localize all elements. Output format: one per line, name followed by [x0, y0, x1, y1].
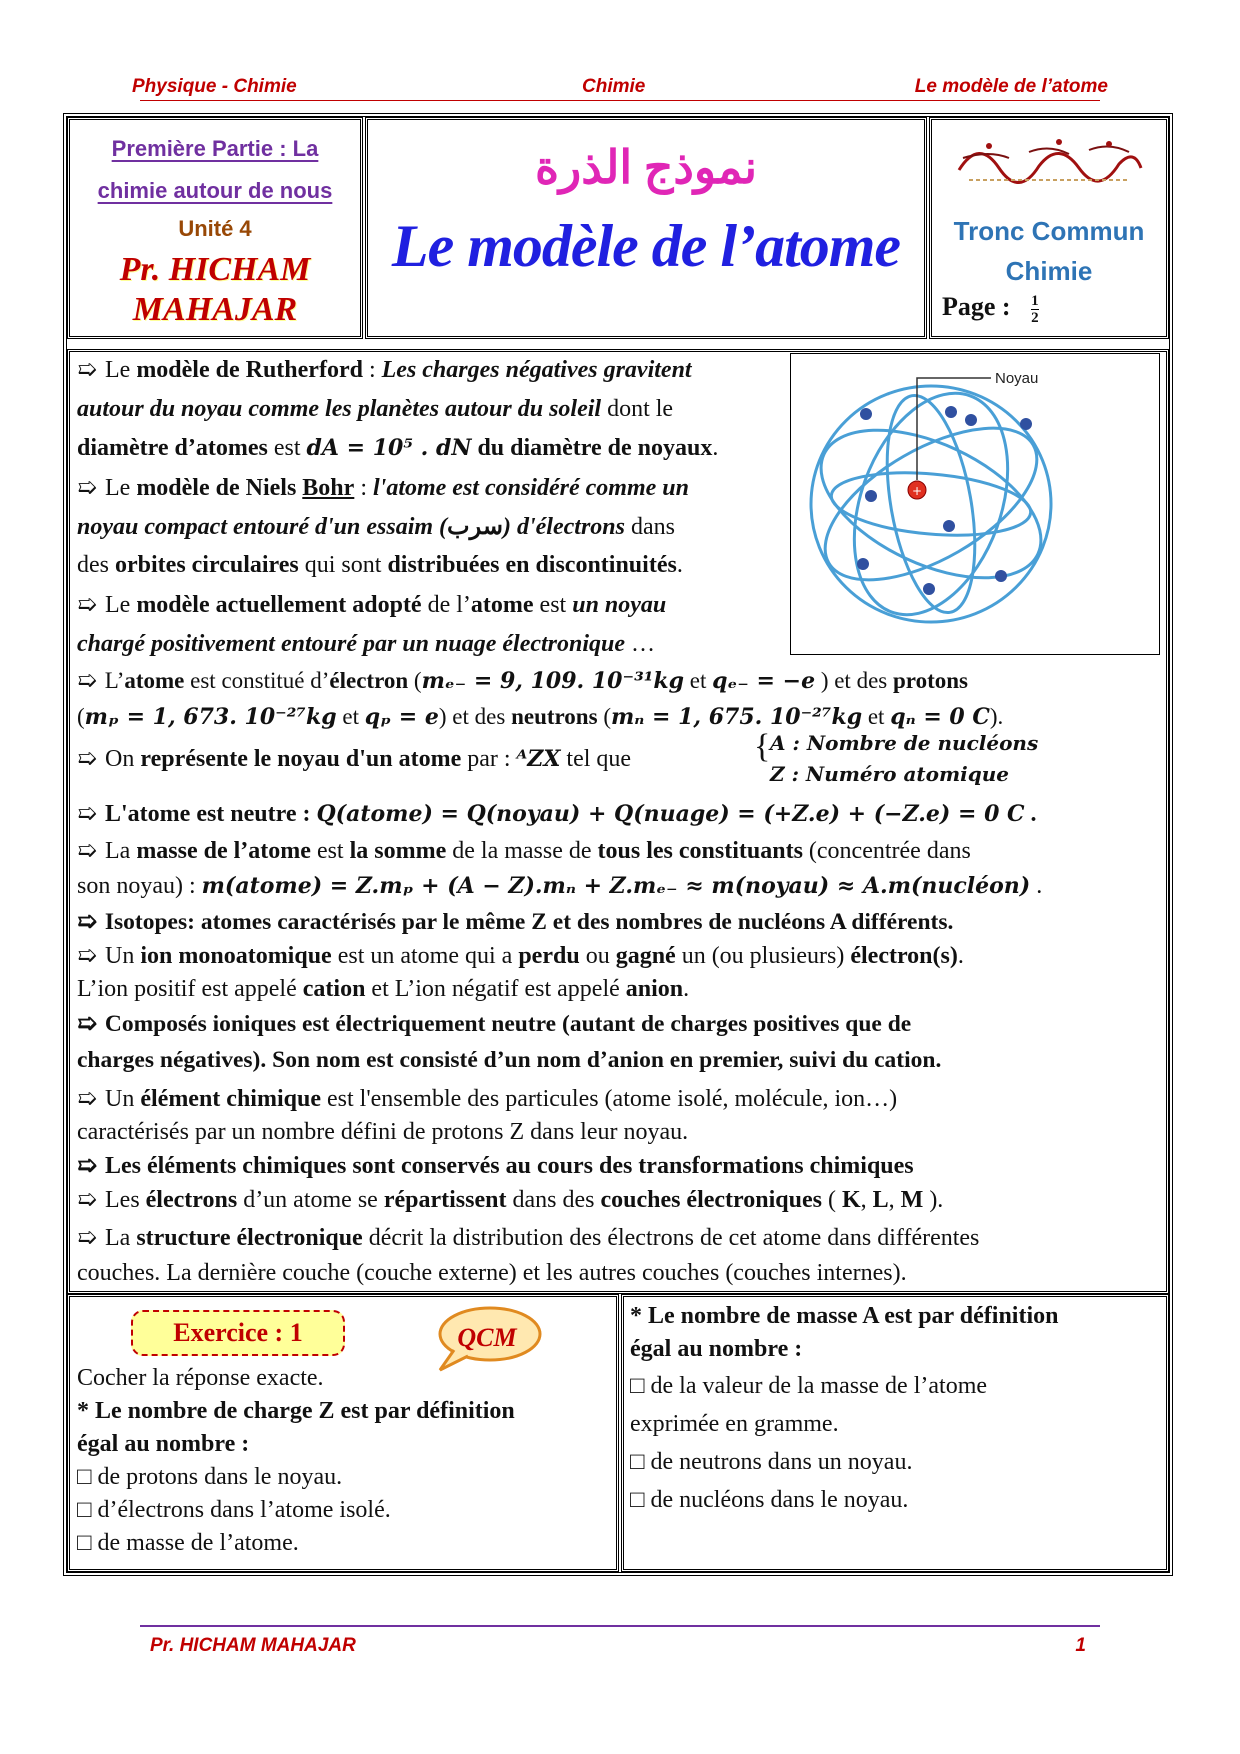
q1-option-checkbox[interactable]: □ de masse de l’atome.: [77, 1530, 299, 1556]
q2-option-checkbox[interactable]: □ de la valeur de la masse de l’atome: [630, 1373, 988, 1399]
q2-option-continuation: exprimée en gramme.: [630, 1411, 839, 1437]
course-part-line2: chimie autour de nous: [97, 178, 333, 203]
lesson-title-arabic: نموذج الذرة: [534, 142, 758, 193]
header-section: Chimie: [582, 76, 646, 97]
brace-icon: {: [754, 728, 771, 765]
element-line2: caractérisés par un nombre défini de protons Z dans leur noyau.: [77, 1119, 689, 1145]
course-part: [70, 128, 360, 212]
atom-model-figure: [790, 353, 1160, 655]
bullet-icon: ➯: [77, 592, 98, 618]
bullet-icon: ➯: [77, 943, 98, 969]
ionic-compounds-line1: ➯ Composés ioniques est électriquement neutre (autant de charges positives que de: [77, 1008, 911, 1041]
svg-text:+: +: [911, 484, 923, 498]
nucleus-label: Noyau: [995, 370, 1039, 387]
bohr-line1: ➯ Le modèle de Niels Bohr : l'atome est considéré comme un: [77, 472, 689, 505]
page-footer: [140, 1625, 1100, 1656]
header-lesson: Le modèle de l’atome: [914, 76, 1108, 97]
neutral-atom-line: ➯ L'atome est neutre : Q(atome) = Q(noyau) + Q(nuage) = (+Z.e) + (−Z.e) = 0 C .: [77, 798, 1037, 831]
rutherford-line3: diamètre d’atomes est dA = 10⁵ . dN du diamètre de noyaux.: [77, 435, 719, 461]
bullet-icon: ➯: [77, 1187, 98, 1213]
level-line1: Tronc Commun: [953, 216, 1145, 246]
bullet-icon: ➯: [77, 838, 98, 864]
page-label: Page :: [942, 292, 1011, 322]
bullet-icon: ➯: [77, 668, 98, 694]
rutherford-line2: autour du noyau comme les planètes autour du soleil dont le: [77, 396, 674, 422]
page-header: [132, 76, 1108, 101]
lesson-title: Le modèle de l’atome: [391, 213, 901, 279]
bullet-icon: ➯: [77, 1086, 98, 1112]
level-cell: [929, 117, 1169, 339]
notation-line: ➯ On représente le noyau d'un atome par : ᴬZX tel que: [77, 743, 631, 776]
bullet-icon: ➯: [77, 1153, 98, 1179]
bullet-icon: ➯: [77, 357, 98, 383]
unit-label: Unité 4: [178, 216, 252, 241]
exercise-badge: Exercice : 1: [131, 1310, 345, 1356]
notation-definitions: { A : Nombre de nucléons Z : Numéro atomique: [754, 728, 1039, 786]
shells-line: ➯ Les électrons d’un atome se répartissent dans des couches électroniques ( K, L, M ).: [77, 1184, 943, 1217]
exercise-instruction: Cocher la réponse exacte.: [77, 1365, 324, 1391]
ion-line1: ➯ Un ion monoatomique est un atome qui a perdu ou gagné un (ou plusieurs) électron(s).: [77, 940, 964, 973]
page-indicator: [942, 292, 1039, 326]
rutherford-line1: ➯ Le modèle de Rutherford : Les charges négatives gravitent: [77, 354, 692, 387]
teacher-name: [70, 250, 360, 330]
mass-line1: ➯ La masse de l’atome est la somme de la masse de tous les constituants (concentrée dans: [77, 835, 971, 868]
ionic-compounds-line2: charges négatives). Son nom est consisté d’un nom d’anion en premier, suivi du cation.: [77, 1047, 942, 1073]
teacher-name-line2: MAHAJAR: [132, 291, 298, 328]
teacher-name-line1: Pr. HICHAM: [119, 251, 311, 288]
header-subject: Physique - Chimie: [132, 76, 297, 97]
q1-option-checkbox[interactable]: □ d’électrons dans l’atome isolé.: [77, 1497, 391, 1523]
bullet-icon: ➯: [77, 475, 98, 501]
bullet-icon: ➯: [77, 1011, 98, 1037]
page-total: 2: [1031, 310, 1039, 326]
page-number: 1: [1031, 293, 1039, 309]
constitution-line1: ➯ L’atome est constitué d’électron (mₑ₋ = 9, 109. 10⁻³¹kg et qₑ₋ = −e ) et des protons: [77, 664, 968, 698]
bullet-icon: ➯: [77, 801, 98, 827]
question1-line1: * Le nombre de charge Z est par définition: [77, 1398, 515, 1424]
actuel-line1: ➯ Le modèle actuellement adopté de l’atome est un noyau: [77, 589, 666, 622]
course-info-cell: [67, 117, 363, 339]
actuel-line2: chargé positivement entouré par un nuage électronique …: [77, 631, 656, 657]
page-fraction: [1031, 293, 1039, 326]
element-line1: ➯ Un élément chimique est l'ensemble des particules (atome isolé, molécule, ion…): [77, 1083, 897, 1116]
question2-line1: * Le nombre de masse A est par définition: [630, 1303, 1059, 1329]
mass-line2: son noyau) : m(atome) = Z.mₚ + (A − Z).mₙ + Z.mₑ₋ ≈ m(noyau) ≈ A.m(nucléon) .: [77, 873, 1043, 899]
bullet-icon: ➯: [77, 909, 98, 935]
basmala-calligraphy-icon: [949, 128, 1149, 196]
structure-line1: ➯ La structure électronique décrit la distribution des électrons de cet atome dans différentes: [77, 1222, 979, 1255]
footer-page-number: 1: [1075, 1635, 1086, 1656]
level-line2: Chimie: [1005, 256, 1093, 286]
question2-line2: égal au nombre :: [630, 1336, 803, 1362]
q2-option-checkbox[interactable]: □ de neutrons dans un noyau.: [630, 1449, 913, 1475]
bohr-line2: noyau compact entouré d'un essaim (سرب) d'électrons dans: [77, 514, 675, 540]
bohr-line3: des orbites circulaires qui sont distribuées en discontinuités.: [77, 552, 683, 578]
bullet-icon: ➯: [77, 1225, 98, 1251]
course-part-line1: Première Partie : La: [111, 136, 319, 161]
constitution-line2: (mₚ = 1, 673. 10⁻²⁷kg et qₚ = e) et des neutrons (mₙ = 1, 675. 10⁻²⁷kg et qₙ = 0 C).: [77, 704, 1004, 730]
lesson-title-cell: [365, 117, 927, 339]
bullet-icon: ➯: [77, 746, 98, 772]
title-block: [67, 117, 1169, 345]
q1-option-checkbox[interactable]: □ de protons dans le noyau.: [77, 1464, 343, 1490]
level-label: [932, 211, 1166, 291]
qcm-label: QCM: [457, 1323, 517, 1352]
isotopes-line: ➯ Isotopes: atomes caractérisés par le même Z et des nombres de nucléons A différents.: [77, 906, 953, 939]
q2-option-checkbox[interactable]: □ de nucléons dans le noyau.: [630, 1487, 909, 1513]
footer-author: Pr. HICHAM MAHAJAR: [150, 1635, 356, 1656]
question1-line2: égal au nombre :: [77, 1431, 250, 1457]
conservation-line: ➯ Les éléments chimiques sont conservés au cours des transformations chimiques: [77, 1150, 914, 1183]
structure-line2: couches. La dernière couche (couche externe) et les autres couches (couches internes).: [77, 1260, 907, 1286]
ion-line2: L’ion positif est appelé cation et L’ion négatif est appelé anion.: [77, 976, 690, 1002]
